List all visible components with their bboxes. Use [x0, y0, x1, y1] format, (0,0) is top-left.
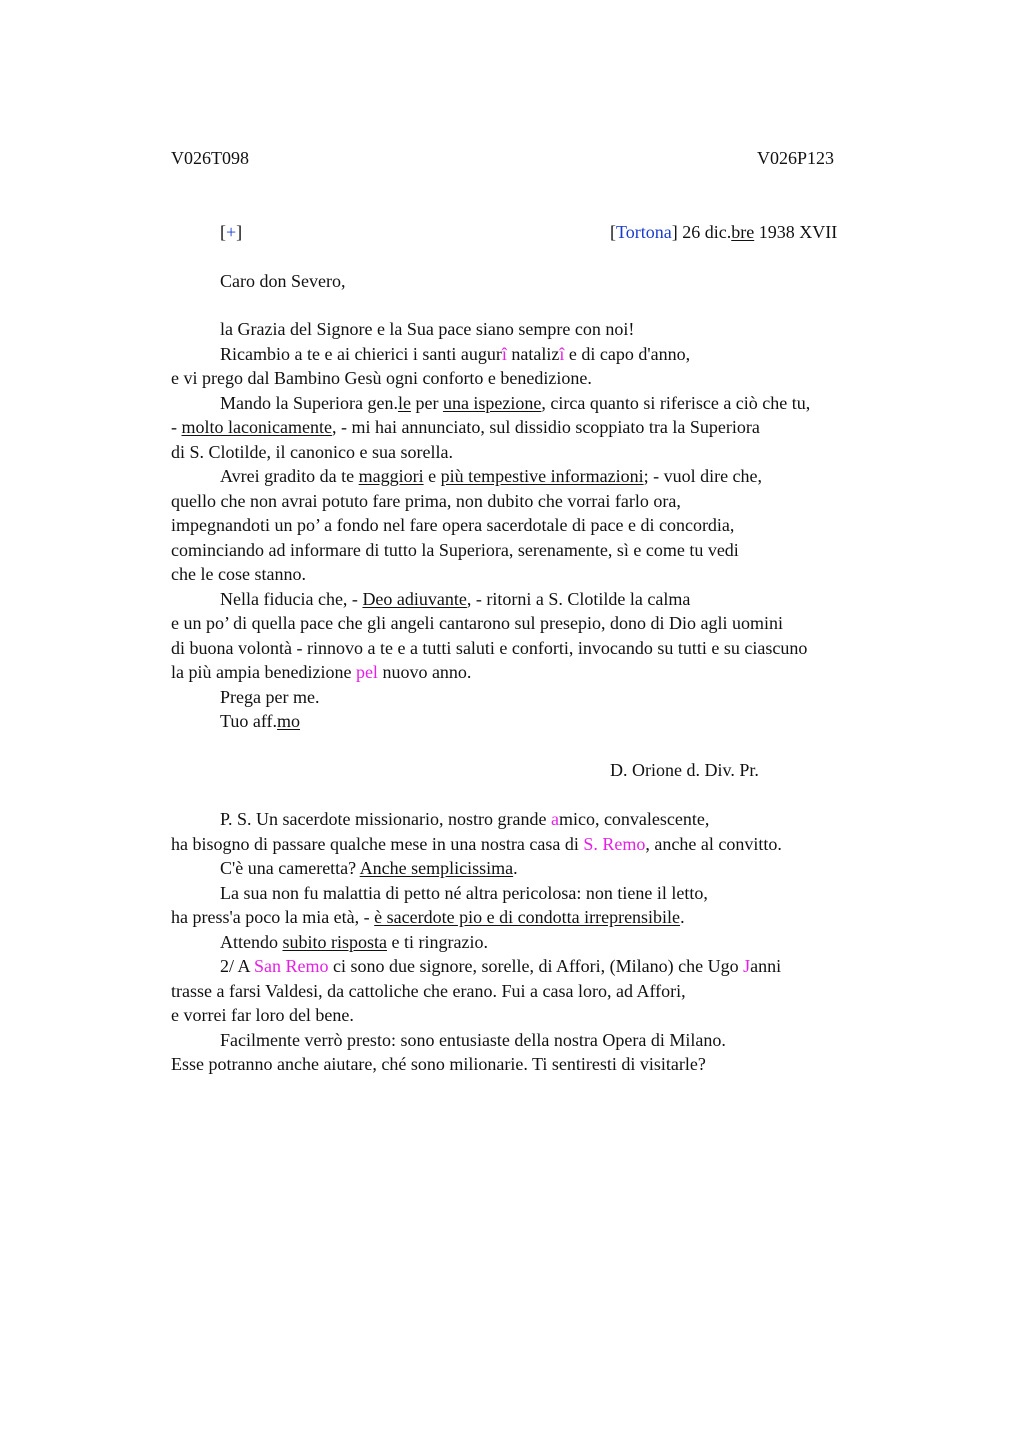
body-line: impegnandoti un po’ a fondo nel fare opera sacerdotale di pace e di concordia, — [171, 515, 735, 535]
body-line: quello che non avrai potuto fare prima, non dubito che vorrai farlo ora, — [171, 490, 681, 511]
postscript-line: C'è una cameretta? Anche semplicissima. — [220, 858, 518, 878]
postscript-line: e vorrei far loro del bene. — [171, 1005, 354, 1025]
signature: D. Orione d. Div. Pr. — [610, 760, 759, 780]
body-line: - molto laconicamente, - mi hai annunciato, sul dissidio scoppiato tra la Superiora — [171, 417, 760, 437]
postscript-line: La sua non fu malattia di petto né altra pericolosa: non tiene il letto, — [220, 882, 708, 903]
postscript-line: Attendo subito risposta e ti ringrazio. — [220, 931, 488, 952]
body-line: Ricambio a te e ai chierici i santi augurî natalizî e di capo d'anno, — [220, 343, 691, 364]
body-line: Prega per me. — [220, 686, 320, 707]
dateline: [Tortona] 26 dic.bre 1938 XVII — [610, 222, 838, 242]
body-line: la più ampia benedizione pel nuovo anno. — [171, 662, 472, 682]
body-line: che le cose stanno. — [171, 564, 306, 584]
postscript-line: Esse potranno anche aiutare, ché sono milionarie. Ti sentiresti di visitarle? — [171, 1054, 706, 1074]
body-line: Mando la Superiora gen.le per una ispezione, circa quanto si riferisce a ciò che tu, — [220, 392, 811, 413]
body-line: e un po’ di quella pace che gli angeli cantarono sul presepio, dono di Dio agli uomini — [171, 613, 783, 633]
postscript-line: Facilmente verrò presto: sono entusiaste della nostra Opera di Milano. — [220, 1029, 726, 1050]
postscript-line: trasse a farsi Valdesi, da cattoliche che erano. Fui a casa loro, ad Affori, — [171, 980, 686, 1001]
document-code-right: V026P123 — [757, 148, 835, 168]
body-line: di buona volontà - rinnovo a te e a tutti saluti e conforti, invocando su tutti e su ciascuno — [171, 637, 808, 658]
closing: Tuo aff.mo — [220, 711, 301, 731]
body-line: la Grazia del Signore e la Sua pace siano sempre con noi! — [220, 319, 635, 339]
postscript-line: ha bisogno di passare qualche mese in una nostra casa di S. Remo, anche al convitto. — [171, 833, 782, 854]
place-name: Tortona — [616, 222, 672, 242]
body-line: Nella fiducia che, - Deo adiuvante, - ritorni a S. Clotilde la calma — [220, 588, 691, 609]
body-line: di S. Clotilde, il canonico e sua sorella. — [171, 441, 453, 462]
cross-mark: [+] — [220, 222, 243, 242]
letter-body — [171, 317, 911, 1077]
body-line: e vi prego dal Bambino Gesù ogni conforto e benedizione. — [171, 368, 592, 388]
cross-symbol: + — [226, 222, 237, 242]
body-line: Avrei gradito da te maggiori e più tempestive informazioni; - vuol dire che, — [220, 466, 763, 486]
postscript-line: ha press'a poco la mia età, - è sacerdote pio e di condotta irreprensibile. — [171, 907, 685, 927]
postscript-line: P. S. Un sacerdote missionario, nostro grande amico, convalescente, — [220, 809, 710, 829]
postscript-line: 2/ A San Remo ci sono due signore, sorelle, di Affori, (Milano) che Ugo Janni — [220, 956, 782, 976]
document-code-left: V026T098 — [171, 148, 249, 168]
salutation: Caro don Severo, — [220, 271, 346, 291]
body-line: cominciando ad informare di tutto la Superiora, serenamente, sì e come tu vedi — [171, 539, 739, 560]
